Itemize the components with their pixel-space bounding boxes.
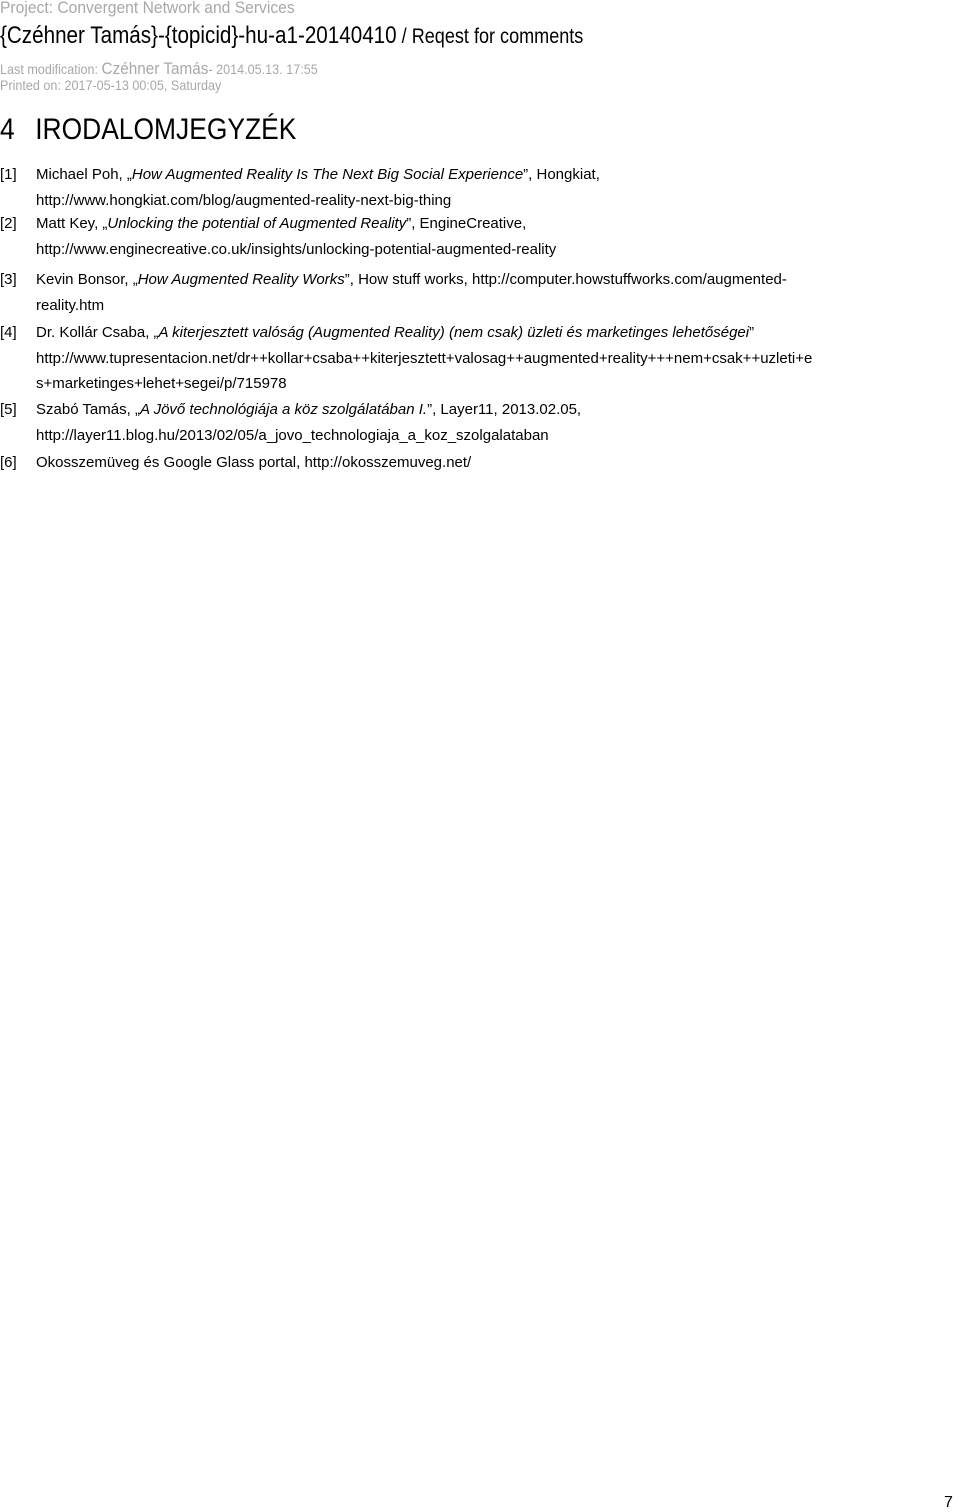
title-sub: / Reqest for comments: [396, 25, 584, 48]
modification-label: Last modification:: [0, 61, 102, 77]
reference-text-plain: ”, EngineCreative,: [406, 215, 527, 232]
reference-title: A kiterjesztett valóság (Augmented Reality) (nem csak) üzleti és marketinges lehetőségei: [158, 324, 750, 341]
reference-line: [36, 211, 954, 237]
reference-index: [1]: [0, 166, 17, 183]
section-heading: [0, 113, 296, 147]
reference-text: [36, 211, 954, 262]
reference-text: [36, 320, 954, 397]
reference-text-plain: Dr. Kollár Csaba, „: [36, 324, 159, 341]
project-line: Project: Convergent Network and Services: [0, 0, 295, 17]
reference-link[interactable]: http://layer11.blog.hu/2013/02/05/a_jovo_technologiaja_a_koz_szolgalataban: [36, 426, 549, 444]
reference-text: [36, 162, 954, 213]
reference-title: A Jövő technológiája a köz szolgálatában I.: [139, 401, 428, 418]
reference-link[interactable]: http://www.enginecreative.co.uk/insights/unlocking-potential-augmented-reality: [36, 240, 557, 258]
reference-link-continuation[interactable]: reality.htm: [36, 296, 105, 314]
reference-text-plain: ”, Hongkiat,: [523, 166, 600, 183]
reference-text: [36, 267, 954, 318]
last-modification-line: [0, 59, 318, 79]
reference-line: [36, 267, 954, 293]
reference-link[interactable]: http://www.hongkiat.com/blog/augmented-reality-next-big-thing: [36, 191, 452, 209]
section-number: 4: [0, 113, 15, 146]
reference-text-plain: ”, How stuff works, http://computer.howstuffworks.com/augmented-: [344, 271, 787, 288]
reference-title: How Augmented Reality Works: [137, 271, 345, 288]
modification-date: - 2014.05.13. 17:55: [208, 61, 318, 77]
section-title: IRODALOMJEGYZÉK: [35, 113, 297, 146]
document-title: [0, 22, 583, 50]
reference-index: [5]: [0, 401, 17, 418]
reference-index: [3]: [0, 271, 17, 288]
reference-link[interactable]: http://www.tupresentacion.net/dr++kollar+csaba++kiterjesztett+valosag++augmented+reality+++nem+csak++uzleti+e: [36, 349, 813, 367]
modification-author: Czéhner Tamás: [101, 59, 209, 78]
reference-text-plain: ”: [749, 324, 755, 341]
printed-on-line: Printed on: 2017-05-13 00:05, Saturday: [0, 77, 222, 93]
reference-text: [36, 450, 954, 476]
reference-line: [36, 397, 954, 423]
reference-title: Unlocking the potential of Augmented Reality: [107, 215, 407, 232]
reference-text-plain: ”, Layer11, 2013.02.05,: [427, 401, 582, 418]
reference-line: [36, 320, 954, 346]
reference-index: [4]: [0, 324, 17, 341]
reference-title: How Augmented Reality Is The Next Big Social Experience: [131, 166, 524, 183]
reference-line: [36, 162, 954, 188]
title-main: {Czéhner Tamás}-{topicid}-hu-a1-20140410: [0, 22, 397, 49]
reference-text-plain: Michael Poh, „: [36, 166, 132, 183]
page-number: 7: [944, 1494, 953, 1511]
reference-index: [2]: [0, 215, 17, 232]
reference-link-continuation[interactable]: s+marketinges+lehet+segei/p/715978: [36, 375, 287, 392]
reference-text-plain: Matt Key, „: [36, 215, 108, 232]
reference-text-plain: Szabó Tamás, „: [36, 401, 140, 418]
reference-text: [36, 397, 954, 448]
reference-index: [6]: [0, 454, 17, 471]
reference-line: Okosszemüveg és Google Glass portal, http://okosszemuveg.net/: [36, 454, 472, 471]
reference-text-plain: Kevin Bonsor, „: [36, 271, 138, 288]
